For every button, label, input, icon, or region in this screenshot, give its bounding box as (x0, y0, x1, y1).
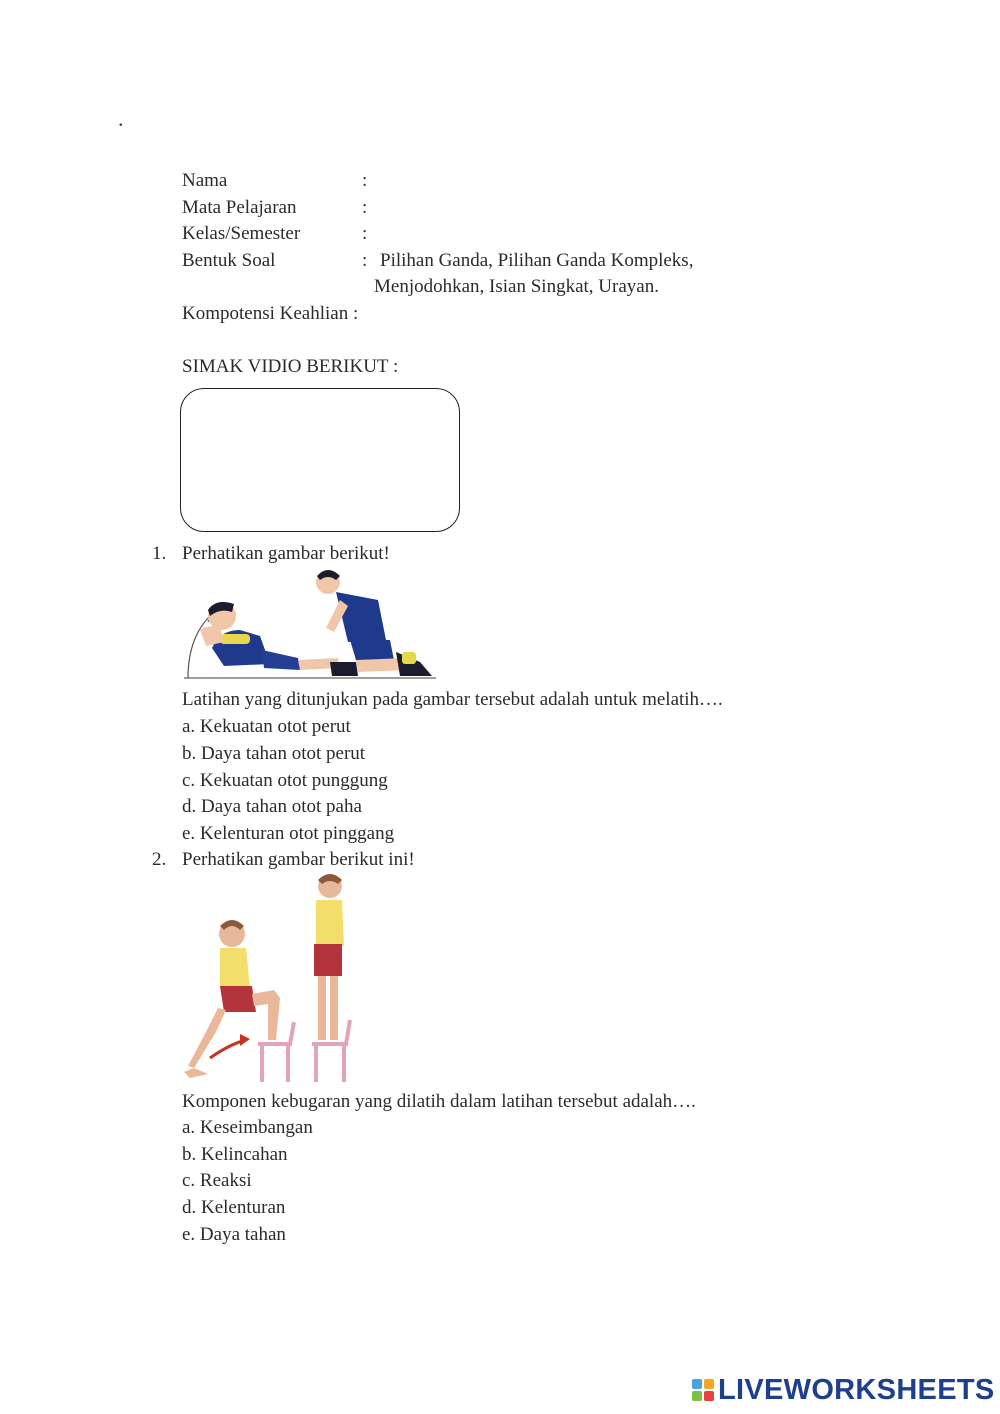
step-up-exercise-image (180, 872, 364, 1086)
field-value-bentuk-soal-cont: Menjodohkan, Isian Singkat, Urayan. (374, 276, 659, 297)
question-2-text: Komponen kebugaran yang dilatih dalam latihan tersebut adalah…. (182, 1091, 696, 1112)
field-label-bentuk-soal: Bentuk Soal (182, 250, 276, 271)
field-value-bentuk-soal: Pilihan Ganda, Pilihan Ganda Kompleks, (380, 250, 694, 271)
question-2-option-d[interactable]: d. Kelenturan (182, 1197, 286, 1218)
video-placeholder[interactable] (180, 388, 460, 532)
question-1-text: Latihan yang ditunjukan pada gambar tersebut adalah untuk melatih…. (182, 689, 723, 710)
question-1-option-b[interactable]: b. Daya tahan otot perut (182, 743, 366, 764)
question-1-option-a[interactable]: a. Kekuatan otot perut (182, 716, 351, 737)
field-label-kelas-semester: Kelas/Semester (182, 223, 301, 244)
question-2-option-e[interactable]: e. Daya tahan (182, 1224, 286, 1245)
logo-block (692, 1391, 702, 1401)
field-label-mata-pelajaran: Mata Pelajaran (182, 197, 297, 218)
question-2-option-c[interactable]: c. Reaksi (182, 1170, 252, 1191)
question-2-option-a[interactable]: a. Keseimbangan (182, 1117, 313, 1138)
logo-block (704, 1391, 714, 1401)
question-1-prompt: Perhatikan gambar berikut! (182, 543, 390, 564)
logo-block (692, 1379, 702, 1389)
sit-up-exercise-image (180, 566, 442, 684)
logo-text: LIVEWORKSHEETS (718, 1373, 995, 1406)
page-marker: . (118, 106, 124, 131)
question-1-option-c[interactable]: c. Kekuatan otot punggung (182, 770, 388, 791)
field-colon: : (362, 250, 368, 271)
liveworksheets-logo (692, 1374, 995, 1406)
question-1-option-d[interactable]: d. Daya tahan otot paha (182, 796, 362, 817)
question-1-option-e[interactable]: e. Kelenturan otot pinggang (182, 823, 395, 844)
question-2-prompt: Perhatikan gambar berikut ini! (182, 849, 415, 870)
field-label-kompotensi-keahlian: Kompotensi Keahlian : (182, 303, 359, 324)
field-colon: : (362, 223, 368, 244)
question-1-number: 1. (152, 543, 167, 564)
logo-block (704, 1379, 714, 1389)
field-colon: : (362, 170, 368, 191)
question-2-option-b[interactable]: b. Kelincahan (182, 1144, 288, 1165)
field-colon: : (362, 197, 368, 218)
video-heading: SIMAK VIDIO BERIKUT : (182, 356, 399, 377)
field-label-nama: Nama (182, 170, 228, 191)
question-2-number: 2. (152, 849, 167, 870)
logo-blocks-icon (692, 1379, 714, 1401)
